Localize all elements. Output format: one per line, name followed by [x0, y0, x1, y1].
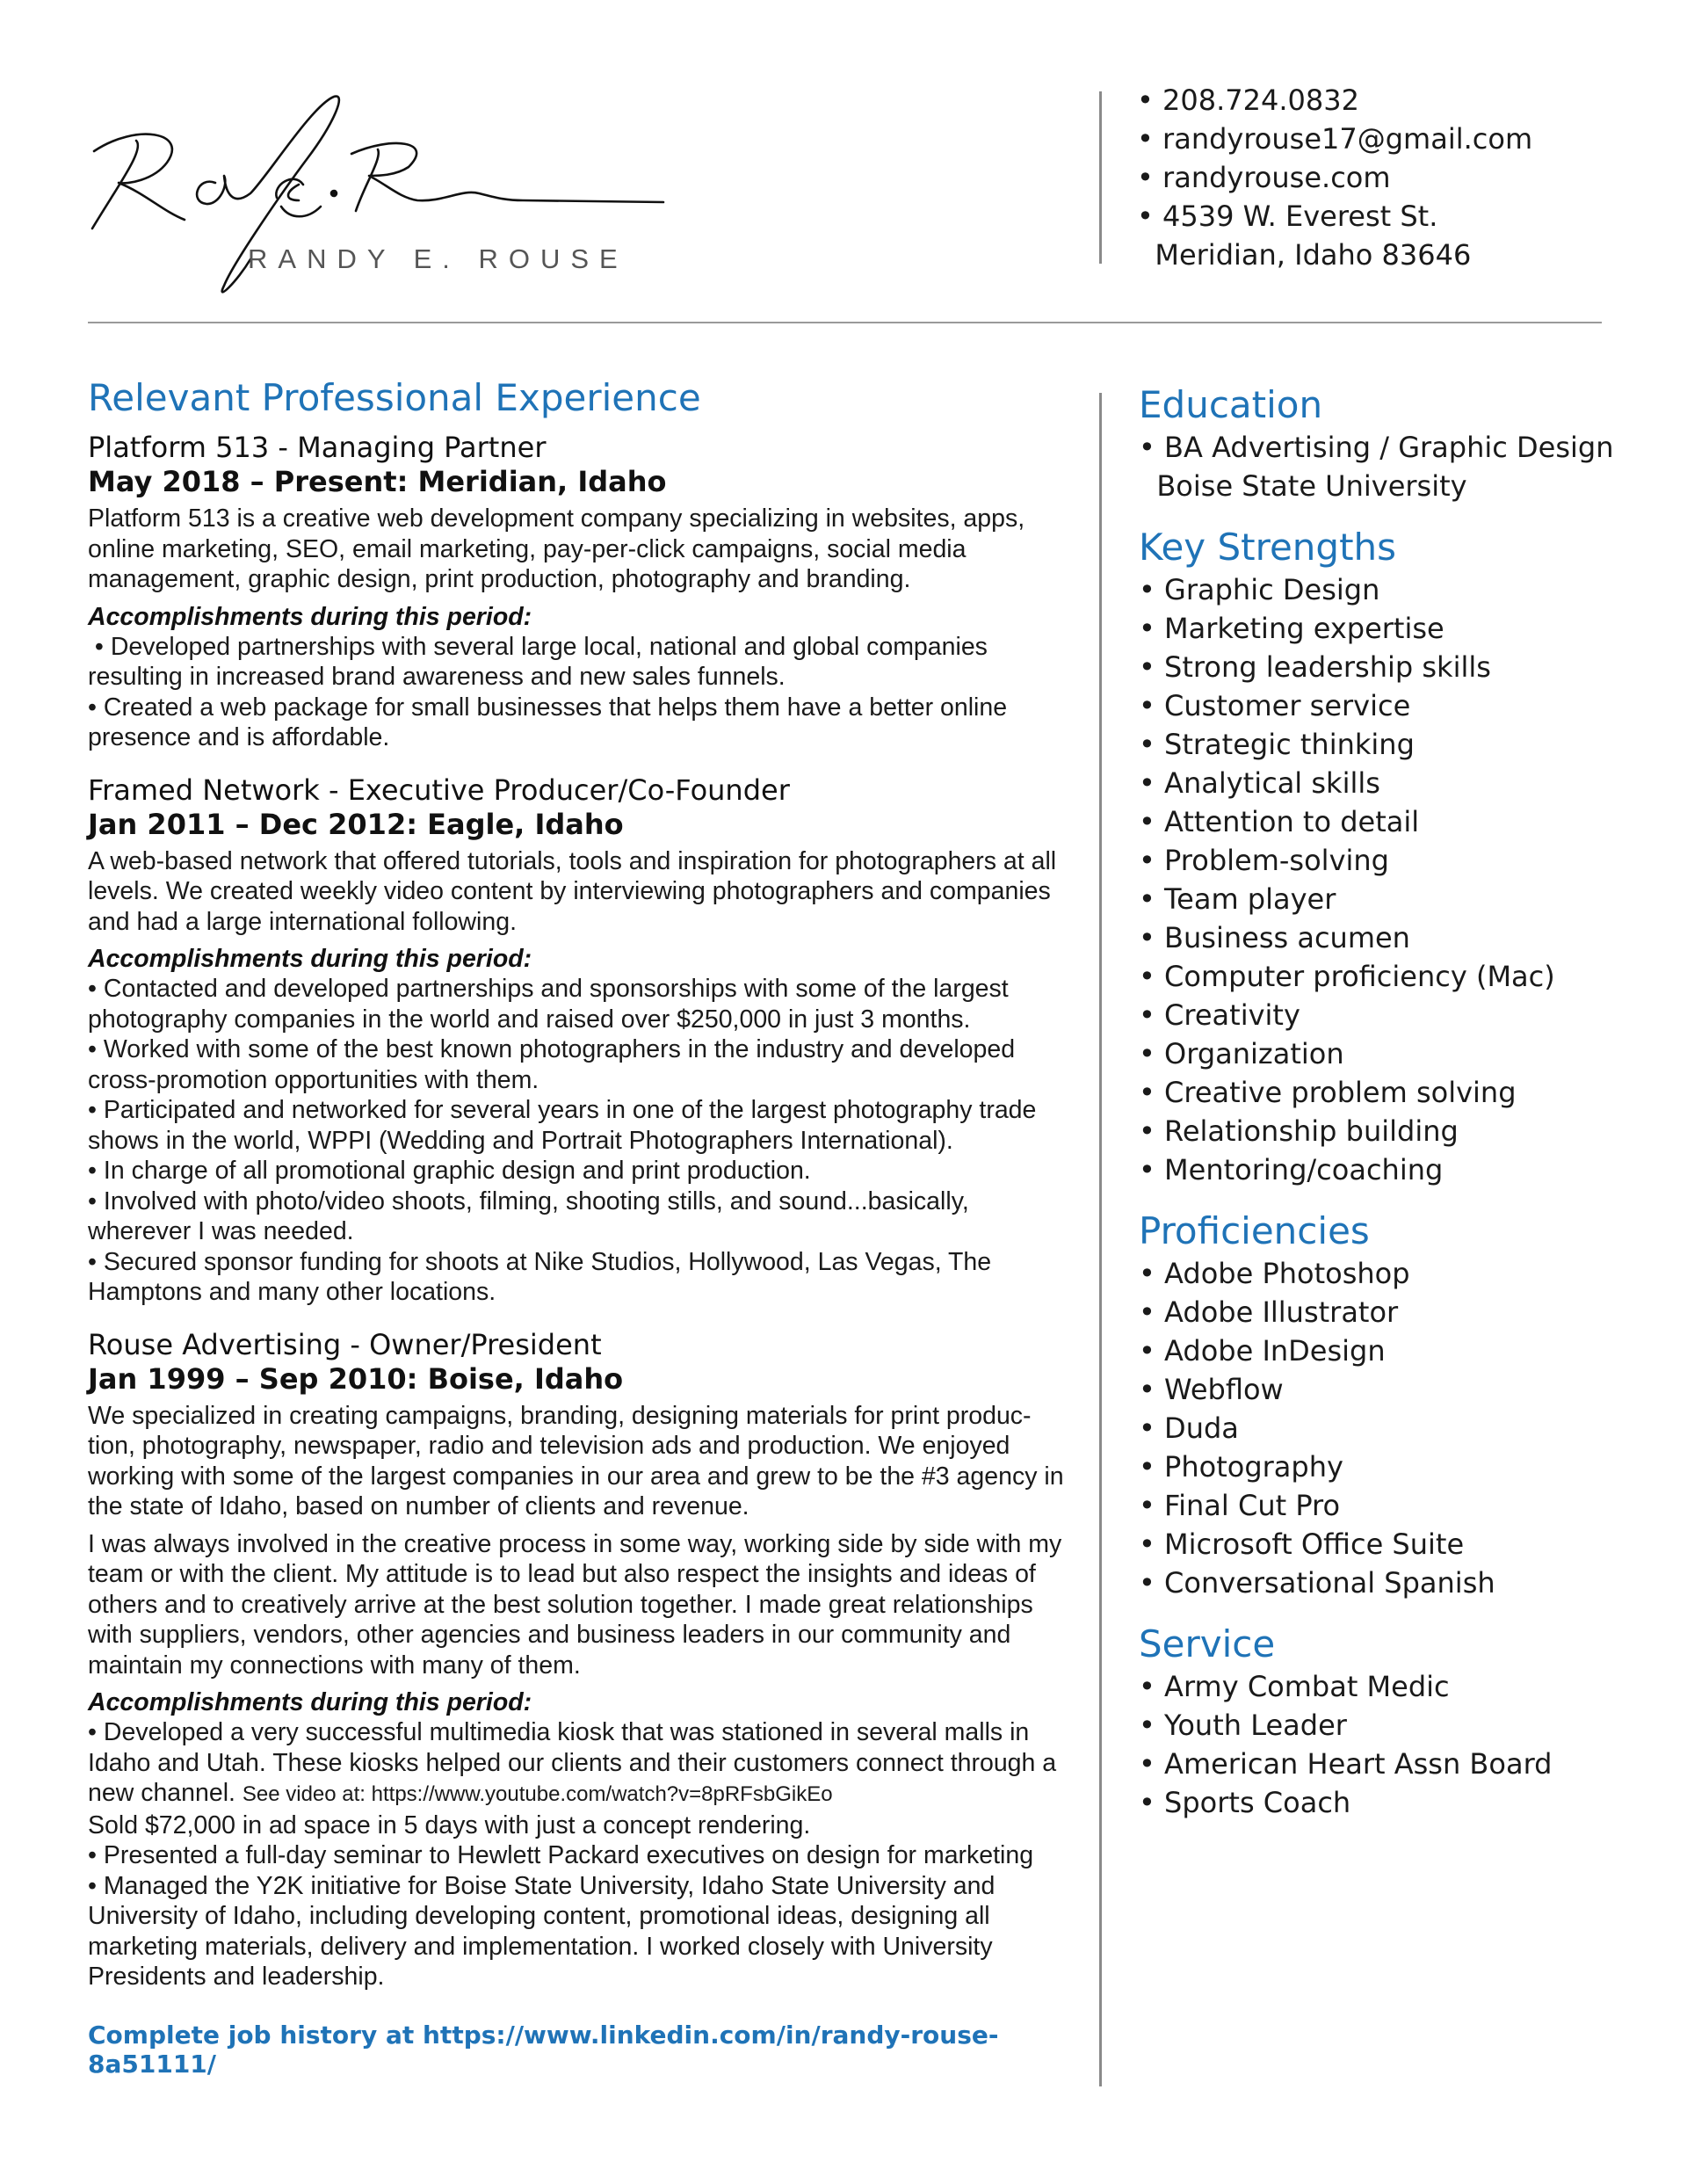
list-item: • Involved with photo/video shoots, filming, shooting stills, and sound...basically, wherever I was needed. [88, 1186, 969, 1245]
list-item: • Strategic thinking [1139, 728, 1415, 761]
contact-phone: • 208.724.0832 [1137, 83, 1359, 117]
list-item: • American Heart Assn Board [1139, 1747, 1553, 1781]
service-heading: Service [1139, 1622, 1276, 1665]
sidebar [1139, 382, 1631, 1841]
column-divider [1099, 393, 1102, 2086]
list-item: • Customer service [1139, 689, 1411, 722]
linkedin-link[interactable]: Complete job history at https://www.linkedin.com/in/randy-rouse-8a51111/ [88, 2020, 999, 2079]
list-item: • Business acumen [1139, 921, 1410, 954]
list-item: • Sports Coach [1139, 1786, 1351, 1819]
education-heading: Education [1139, 383, 1323, 426]
strengths-heading: Key Strengths [1139, 526, 1397, 569]
list-item: • Problem-solving [1139, 844, 1389, 877]
strengths-section [1139, 525, 1631, 1189]
list-item: • Youth Leader [1139, 1709, 1347, 1742]
accomplishments-list [88, 1717, 1072, 1992]
proficiencies-heading: Proficiencies [1139, 1209, 1370, 1252]
list-item: • Webflow [1139, 1373, 1284, 1406]
job-description: I was always involved in the creative process in some way, working side by side with my team or with the client. My attitude is to lead but also respect the insights and ideas of others and to creatively arrive at the best solution together. I made great relationships with suppliers, vendors, other agencies and business leaders in our community and maintain my connections with many of them. [88, 1529, 1062, 1680]
contact-info [1137, 81, 1532, 274]
contact-divider [1099, 91, 1102, 264]
list-item: • Adobe InDesign [1139, 1334, 1386, 1368]
header-divider [88, 322, 1602, 323]
signature-name: RANDY E. ROUSE [248, 243, 628, 274]
proficiencies-list [1139, 1254, 1631, 1602]
list-item: • Worked with some of the best known photographers in the industry and developed cross-promotion opportunities with them. [88, 1035, 1016, 1094]
list-item: • Final Cut Pro [1139, 1489, 1341, 1522]
kiosk-text: • Developed a very successful multimedia kiosk that was stationed in several malls in Idaho and Utah. These kiosks helped our clients and their customers connect through a new channel. [88, 1718, 1057, 1807]
list-item: • Relationship building [1139, 1114, 1459, 1148]
video-link[interactable]: See video at: https://www.youtube.com/watch?v=8pRFsbGikEo [242, 1782, 833, 1806]
list-item: • Adobe Photoshop [1139, 1257, 1410, 1290]
contact-address-street: • 4539 W. Everest St. [1137, 200, 1438, 233]
service-list [1139, 1667, 1631, 1822]
job-title: Platform 513 - Managing Partner [88, 431, 547, 464]
job-dates: Jan 2011 – Dec 2012: Eagle, Idaho [88, 807, 624, 841]
list-item: • Attention to detail [1139, 805, 1420, 838]
contact-email[interactable]: • randyrouse17@gmail.com [1137, 122, 1533, 156]
list-item: • Creative problem solving [1139, 1076, 1517, 1109]
contact-address-city: Meridian, Idaho 83646 [1137, 238, 1472, 272]
accomplishments-label: Accomplishments during this period: [88, 945, 532, 973]
list-item [88, 1717, 1072, 1840]
job-description: We specialized in creating campaigns, branding, designing materials for print produc-tion, photography, newspaper, radio and television ads and production. We enjoyed working with some of the largest companies in our area and grew to be the #3 agency in the state of Idaho, based on number of clients and revenue. [88, 1401, 1064, 1520]
accomplishments-list [88, 974, 1072, 1308]
job-title: Framed Network - Executive Producer/Co-Founder [88, 773, 790, 807]
list-item: • Participated and networked for several years in one of the largest photography trade shows in the world, WPPI (Wedding and Portrait Photographers International). [88, 1096, 1037, 1155]
accomplishments-label: Accomplishments during this period: [88, 1688, 532, 1716]
job-rouse-advertising [88, 1327, 1072, 1992]
list-item: • Team player [1139, 882, 1336, 916]
strengths-list [1139, 570, 1631, 1189]
list-item: • Army Combat Medic [1139, 1670, 1450, 1703]
list-item: • Duda [1139, 1411, 1239, 1445]
job-description: Platform 513 is a creative web development company specializing in websites, apps, online marketing, SEO, email marketing, pay-per-click campaigns, social media management, graphic design, print production, photography and branding. [88, 504, 1025, 593]
accomplishments-label: Accomplishments during this period: [88, 602, 532, 631]
list-item: Boise State University [1139, 469, 1467, 503]
list-item: • Computer proficiency (Mac) [1139, 960, 1555, 993]
list-item: • Created a web package for small businesses that helps them have a better online presence and is affordable. [88, 693, 1008, 751]
list-item: • Strong leadership skills [1139, 650, 1491, 684]
list-item: • Microsoft Office Suite [1139, 1527, 1465, 1561]
job-platform-513 [88, 430, 1072, 753]
contact-website[interactable]: • randyrouse.com [1137, 161, 1391, 194]
job-framed-network [88, 773, 1072, 1308]
kiosk-result: Sold $72,000 in ad space in 5 days with just a concept rendering. [88, 1810, 811, 1839]
list-item: • Managed the Y2K initiative for Boise State University, Idaho State University and University of Idaho, including developing content, promotional ideas, designing all marketing materials, delivery and implementation. I worked closely with University Presidents and leadership. [88, 1871, 996, 1991]
job-dates: Jan 1999 – Sep 2010: Boise, Idaho [88, 1361, 624, 1396]
list-item: • Presented a full-day seminar to Hewlett Packard executives on design for marketing [88, 1841, 1034, 1869]
list-item: • Analytical skills [1139, 766, 1380, 800]
list-item: • Photography [1139, 1450, 1343, 1484]
job-description: A web-based network that offered tutorials, tools and inspiration for photographers at all levels. We created weekly video content by interviewing photographers and companies and had a large international following. [88, 846, 1057, 936]
accomplishments-list [88, 632, 1072, 753]
job-title: Rouse Advertising - Owner/President [88, 1327, 602, 1361]
list-item: • Conversational Spanish [1139, 1566, 1495, 1600]
list-item: • Graphic Design [1139, 573, 1380, 606]
list-item: • Developed partnerships with several large local, national and global companies resulting in increased brand awareness and new sales funnels. [88, 632, 995, 691]
list-item: • Creativity [1139, 998, 1300, 1032]
list-item: • BA Advertising / Graphic Design [1139, 431, 1614, 464]
list-item: • Marketing expertise [1139, 612, 1444, 645]
job-dates: May 2018 – Present: Meridian, Idaho [88, 465, 667, 498]
list-item: • Secured sponsor funding for shoots at Nike Studios, Hollywood, Las Vegas, The Hamptons and many other locations. [88, 1247, 992, 1306]
experience-section [88, 374, 1072, 2079]
education-section [1139, 382, 1631, 505]
service-section [1139, 1622, 1631, 1822]
list-item: • Contacted and developed partnerships and sponsorships with some of the largest photography companies in the world and raised over $250,000 in just 3 months. [88, 975, 1009, 1034]
list-item: • In charge of all promotional graphic design and print production. [88, 1157, 811, 1185]
list-item: • Organization [1139, 1037, 1344, 1070]
proficiencies-section [1139, 1208, 1631, 1602]
list-item: • Adobe Illustrator [1139, 1295, 1399, 1329]
experience-heading: Relevant Professional Experience [88, 376, 701, 419]
list-item: • Mentoring/coaching [1139, 1153, 1444, 1186]
